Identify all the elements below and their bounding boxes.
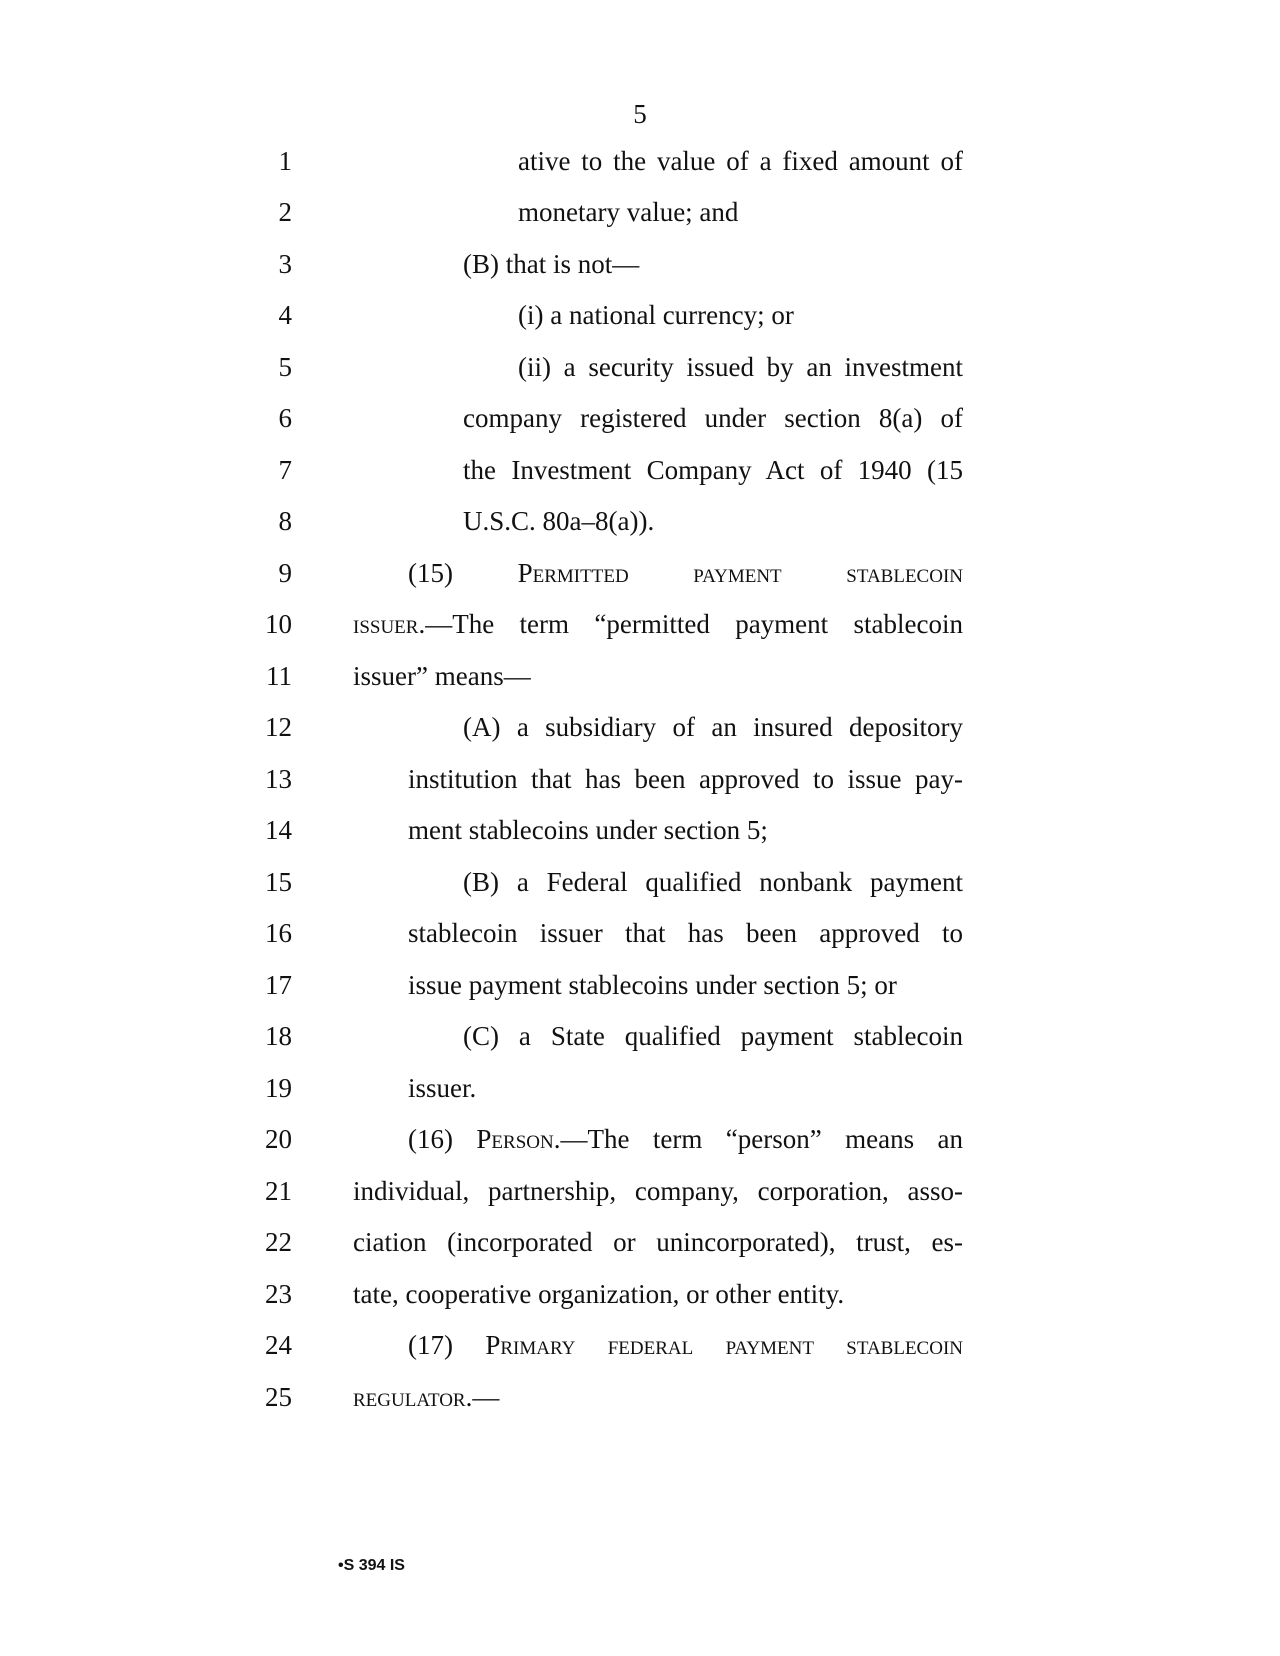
line-text: issue payment stablecoins under section 5; or	[408, 970, 897, 1000]
line-number: 20	[265, 1124, 292, 1154]
line-text: (ii) a security issued by an investment	[518, 352, 963, 382]
line-15	[0, 862, 1280, 902]
line-10	[0, 604, 1280, 644]
line-1	[0, 141, 1280, 181]
line-number: 10	[265, 609, 292, 639]
line-text: (B) that is not—	[463, 249, 640, 279]
line-4	[0, 295, 1280, 335]
line-text: (15) Permitted payment stablecoin	[408, 558, 963, 588]
term-heading: issuer.	[353, 609, 426, 639]
line-17	[0, 965, 1280, 1005]
line-number: 2	[278, 197, 292, 227]
line-14	[0, 810, 1280, 850]
line-number: 18	[265, 1021, 292, 1051]
line-text: individual, partnership, company, corporation, asso-	[353, 1176, 963, 1206]
line-20	[0, 1119, 1280, 1159]
line-6	[0, 398, 1280, 438]
line-number: 4	[278, 300, 292, 330]
term-definition: —The term “person” means an	[560, 1124, 963, 1154]
line-number: 8	[278, 506, 292, 536]
term-heading: Primary federal payment stablecoin	[485, 1330, 963, 1360]
line-text: tate, cooperative organization, or other entity.	[353, 1279, 845, 1309]
line-number: 17	[265, 970, 292, 1000]
line-text: issuer.	[408, 1073, 477, 1103]
line-text: ment stablecoins under section 5;	[408, 815, 768, 845]
paragraph-number: (17)	[408, 1330, 486, 1360]
line-5	[0, 347, 1280, 387]
line-number: 19	[265, 1073, 292, 1103]
line-16	[0, 913, 1280, 953]
line-number: 15	[265, 867, 292, 897]
line-text: (C) a State qualified payment stablecoin	[463, 1021, 963, 1051]
line-number: 6	[278, 403, 292, 433]
line-number: 14	[265, 815, 292, 845]
line-2	[0, 192, 1280, 232]
line-number: 5	[278, 352, 292, 382]
line-number: 12	[265, 712, 292, 742]
line-number: 7	[278, 455, 292, 485]
line-text: (i) a national currency; or	[518, 300, 794, 330]
line-21	[0, 1171, 1280, 1211]
line-text: issuer” means—	[353, 661, 531, 691]
line-3	[0, 244, 1280, 284]
line-number: 16	[265, 918, 292, 948]
line-text: ciation (incorporated or unincorporated), trust, es-	[353, 1227, 963, 1257]
line-text: company registered under section 8(a) of	[463, 403, 963, 433]
line-23	[0, 1274, 1280, 1314]
line-19	[0, 1068, 1280, 1108]
line-18	[0, 1016, 1280, 1056]
line-text	[408, 1119, 963, 1159]
line-text: stablecoin issuer that has been approved to	[408, 918, 963, 948]
line-9	[0, 553, 1280, 593]
line-text: monetary value; and	[518, 197, 739, 227]
page-number: 5	[633, 99, 647, 129]
term-heading: Person.	[476, 1124, 561, 1154]
bill-identifier-footer: •S 394 IS	[338, 1557, 405, 1574]
line-number: 25	[265, 1382, 292, 1412]
line-number: 9	[278, 558, 292, 588]
line-12	[0, 707, 1280, 747]
line-24	[0, 1325, 1280, 1365]
line-number: 13	[265, 764, 292, 794]
line-text: ative to the value of a fixed amount of	[518, 146, 963, 176]
line-number: 24	[265, 1330, 292, 1360]
line-text: (B) a Federal qualified nonbank payment	[463, 867, 963, 897]
line-text	[353, 604, 963, 644]
paragraph-number: (16)	[408, 1124, 477, 1154]
line-text: (A) a subsidiary of an insured depository	[463, 712, 963, 742]
line-text: institution that has been approved to issue pay-	[408, 764, 963, 794]
line-number: 3	[278, 249, 292, 279]
line-13	[0, 759, 1280, 799]
line-text: regulator.—	[353, 1382, 500, 1412]
line-number: 11	[266, 661, 292, 691]
line-text: the Investment Company Act of 1940 (15	[463, 455, 963, 485]
line-8	[0, 501, 1280, 541]
line-text	[408, 1325, 963, 1365]
line-7	[0, 450, 1280, 490]
line-number: 1	[278, 146, 292, 176]
term-definition: —The term “permitted payment stablecoin	[425, 609, 963, 639]
line-number: 21	[265, 1176, 292, 1206]
line-number: 22	[265, 1227, 292, 1257]
line-11	[0, 656, 1280, 696]
line-22	[0, 1222, 1280, 1262]
line-25	[0, 1377, 1280, 1417]
line-number: 23	[265, 1279, 292, 1309]
line-text: U.S.C. 80a–8(a)).	[463, 506, 655, 536]
